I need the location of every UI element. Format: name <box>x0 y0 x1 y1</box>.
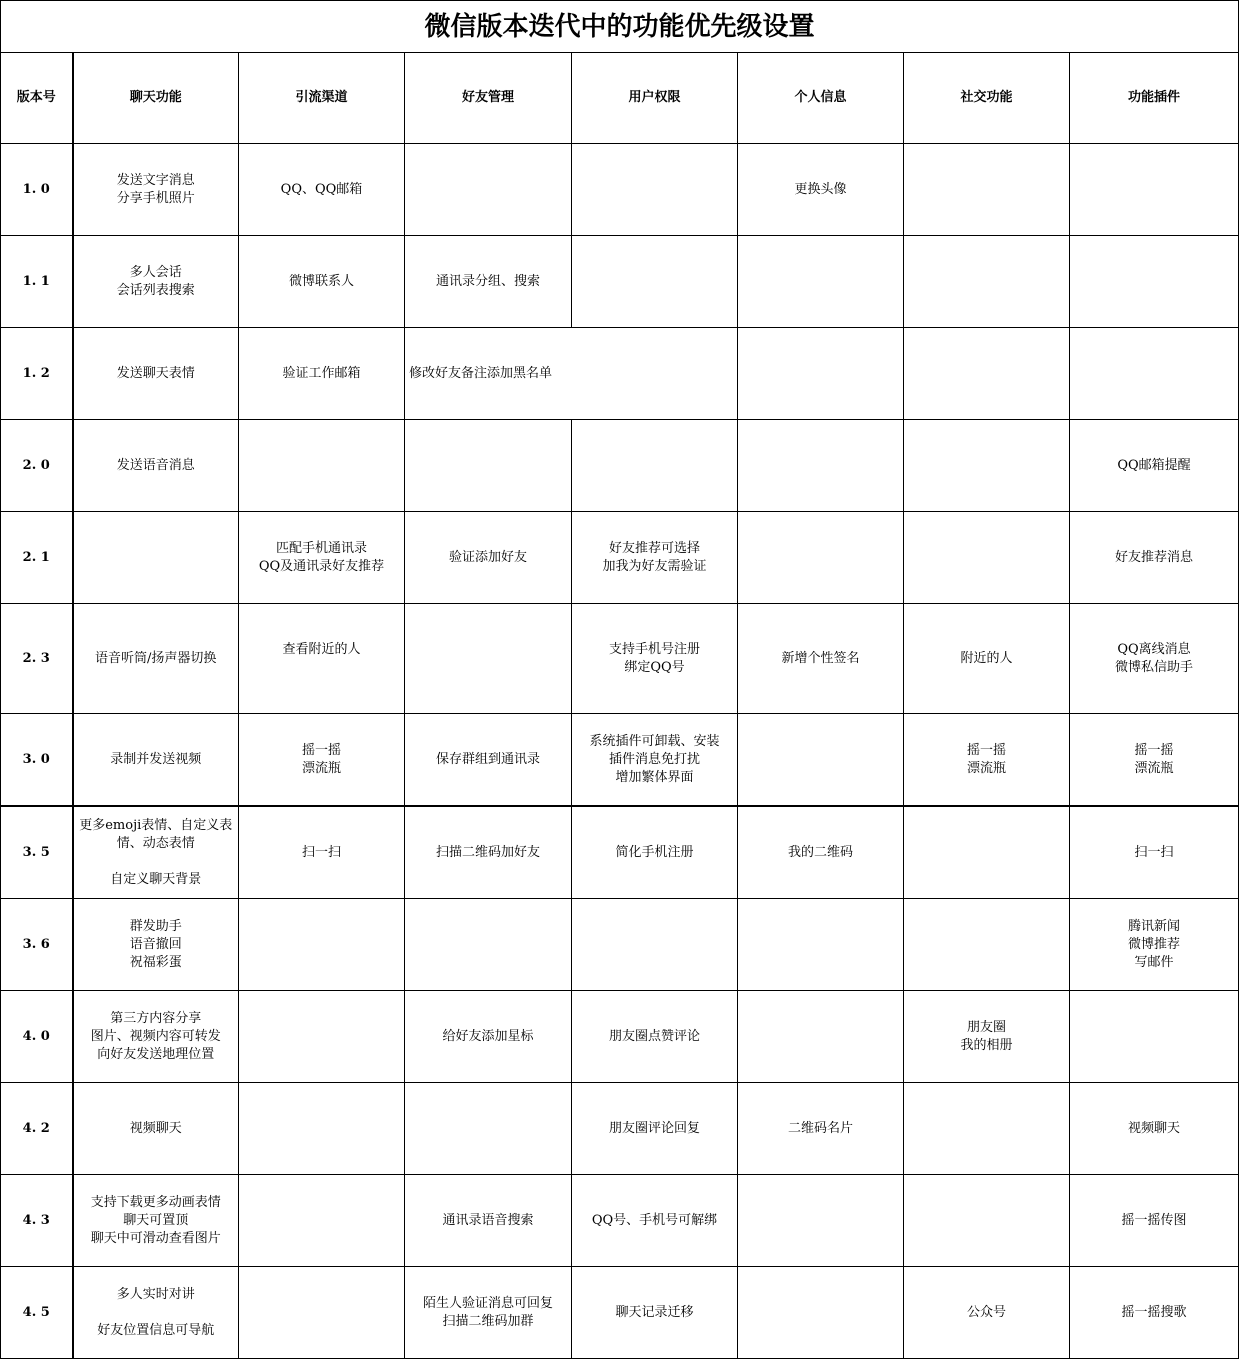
traffic-cell: 扫一扫 <box>239 806 405 899</box>
header-permission: 用户权限 <box>572 53 738 144</box>
chat-cell: 多人会话 会话列表搜索 <box>73 236 239 328</box>
friends-cell: 扫描二维码加好友 <box>405 806 572 899</box>
header-social: 社交功能 <box>904 53 1070 144</box>
chat-cell: 更多emoji表情、自定义表情、动态表情 自定义聊天背景 <box>73 806 239 899</box>
plugins-cell: 好友推荐消息 <box>1070 512 1239 604</box>
traffic-cell: QQ、QQ邮箱 <box>239 144 405 236</box>
permission-cell: 好友推荐可选择 加我为好友需验证 <box>572 512 738 604</box>
plugins-cell: 摇一摇搜歌 <box>1070 1267 1239 1359</box>
version-cell: 2. 0 <box>1 420 73 512</box>
profile-cell: 我的二维码 <box>738 806 904 899</box>
plugins-cell <box>1070 328 1239 420</box>
traffic-cell <box>239 899 405 991</box>
table-row <box>1 144 1239 236</box>
table-row <box>1 236 1239 328</box>
version-cell: 2. 1 <box>1 512 73 604</box>
profile-cell <box>738 1175 904 1267</box>
table-row <box>1 1267 1239 1359</box>
profile-cell <box>738 1267 904 1359</box>
friends-cell <box>405 604 572 714</box>
table-row <box>1 899 1239 991</box>
version-cell: 4. 3 <box>1 1175 73 1267</box>
version-cell: 3. 5 <box>1 806 73 899</box>
header-version: 版本号 <box>1 53 73 144</box>
version-cell: 3. 0 <box>1 714 73 807</box>
traffic-cell <box>239 991 405 1083</box>
traffic-cell: 查看附近的人 <box>239 604 405 714</box>
table-row <box>1 1083 1239 1175</box>
table-row <box>1 991 1239 1083</box>
chat-cell: 第三方内容分享 图片、视频内容可转发 向好友发送地理位置 <box>73 991 239 1083</box>
social-cell <box>904 420 1070 512</box>
version-cell: 1. 2 <box>1 328 73 420</box>
chat-cell: 多人实时对讲 好友位置信息可导航 <box>73 1267 239 1359</box>
social-cell <box>904 899 1070 991</box>
chat-cell: 支持下载更多动画表情 聊天可置顶 聊天中可滑动查看图片 <box>73 1175 239 1267</box>
table-row <box>1 714 1239 807</box>
plugins-cell: 摇一摇 漂流瓶 <box>1070 714 1239 807</box>
permission-cell <box>572 236 738 328</box>
header-plugins: 功能插件 <box>1070 53 1239 144</box>
plugins-cell: 摇一摇传图 <box>1070 1175 1239 1267</box>
traffic-cell: 微博联系人 <box>239 236 405 328</box>
permission-cell: QQ号、手机号可解绑 <box>572 1175 738 1267</box>
social-cell <box>904 512 1070 604</box>
profile-cell <box>738 991 904 1083</box>
permission-cell: 聊天记录迁移 <box>572 1267 738 1359</box>
version-cell: 4. 0 <box>1 991 73 1083</box>
chat-cell: 群发助手 语音撤回 祝福彩蛋 <box>73 899 239 991</box>
friends-cell <box>405 144 572 236</box>
friends-cell: 陌生人验证消息可回复 扫描二维码加群 <box>405 1267 572 1359</box>
profile-cell: 新增个性签名 <box>738 604 904 714</box>
table-row <box>1 806 1239 899</box>
traffic-cell: 验证工作邮箱 <box>239 328 405 420</box>
header-chat: 聊天功能 <box>73 53 239 144</box>
plugins-cell: QQ离线消息 微博私信助手 <box>1070 604 1239 714</box>
version-cell: 3. 6 <box>1 899 73 991</box>
version-cell: 1. 1 <box>1 236 73 328</box>
social-cell: 摇一摇 漂流瓶 <box>904 714 1070 807</box>
profile-cell <box>738 328 904 420</box>
traffic-cell <box>239 1175 405 1267</box>
plugins-cell: QQ邮箱提醒 <box>1070 420 1239 512</box>
permission-cell: 朋友圈评论回复 <box>572 1083 738 1175</box>
friends-cell <box>405 899 572 991</box>
traffic-cell <box>239 1083 405 1175</box>
profile-cell <box>738 236 904 328</box>
friends-cell <box>405 420 572 512</box>
profile-cell: 更换头像 <box>738 144 904 236</box>
version-cell: 4. 2 <box>1 1083 73 1175</box>
chat-cell: 发送文字消息 分享手机照片 <box>73 144 239 236</box>
permission-cell: 支持手机号注册 绑定QQ号 <box>572 604 738 714</box>
profile-cell <box>738 899 904 991</box>
header-friends: 好友管理 <box>405 53 572 144</box>
profile-cell <box>738 714 904 807</box>
chat-cell: 发送语音消息 <box>73 420 239 512</box>
friends-cell: 验证添加好友 <box>405 512 572 604</box>
social-cell <box>904 1175 1070 1267</box>
friends-permission-merged-cell: 修改好友备注添加黑名单 <box>405 328 738 420</box>
friends-cell: 给好友添加星标 <box>405 991 572 1083</box>
friends-cell <box>405 1083 572 1175</box>
social-cell: 公众号 <box>904 1267 1070 1359</box>
table-row <box>1 420 1239 512</box>
chat-cell: 语音听筒/扬声器切换 <box>73 604 239 714</box>
chat-cell: 录制并发送视频 <box>73 714 239 807</box>
social-cell <box>904 806 1070 899</box>
friends-cell: 通讯录语音搜索 <box>405 1175 572 1267</box>
table-row <box>1 328 1239 420</box>
social-cell: 朋友圈 我的相册 <box>904 991 1070 1083</box>
traffic-cell <box>239 420 405 512</box>
profile-cell <box>738 512 904 604</box>
permission-cell <box>572 420 738 512</box>
traffic-cell: 摇一摇 漂流瓶 <box>239 714 405 807</box>
profile-cell: 二维码名片 <box>738 1083 904 1175</box>
table-row <box>1 512 1239 604</box>
social-cell <box>904 328 1070 420</box>
plugins-cell <box>1070 991 1239 1083</box>
permission-cell <box>572 144 738 236</box>
permission-cell: 朋友圈点赞评论 <box>572 991 738 1083</box>
plugins-cell <box>1070 236 1239 328</box>
chat-cell: 发送聊天表情 <box>73 328 239 420</box>
table-row <box>1 1175 1239 1267</box>
version-cell: 4. 5 <box>1 1267 73 1359</box>
profile-cell <box>738 420 904 512</box>
header-row <box>1 53 1239 144</box>
social-cell: 附近的人 <box>904 604 1070 714</box>
header-traffic: 引流渠道 <box>239 53 405 144</box>
plugins-cell: 腾讯新闻 微博推荐 写邮件 <box>1070 899 1239 991</box>
traffic-cell <box>239 1267 405 1359</box>
header-profile: 个人信息 <box>738 53 904 144</box>
plugins-cell: 视频聊天 <box>1070 1083 1239 1175</box>
version-cell: 1. 0 <box>1 144 73 236</box>
friends-cell: 保存群组到通讯录 <box>405 714 572 807</box>
table-row <box>1 604 1239 714</box>
table-title: 微信版本迭代中的功能优先级设置 <box>1 1 1239 53</box>
permission-cell: 简化手机注册 <box>572 806 738 899</box>
permission-cell: 系统插件可卸载、安装 插件消息免打扰 增加繁体界面 <box>572 714 738 807</box>
version-cell: 2. 3 <box>1 604 73 714</box>
permission-cell <box>572 899 738 991</box>
plugins-cell: 扫一扫 <box>1070 806 1239 899</box>
friends-cell: 通讯录分组、搜索 <box>405 236 572 328</box>
traffic-cell: 匹配手机通讯录 QQ及通讯录好友推荐 <box>239 512 405 604</box>
chat-cell <box>73 512 239 604</box>
chat-cell: 视频聊天 <box>73 1083 239 1175</box>
plugins-cell <box>1070 144 1239 236</box>
social-cell <box>904 1083 1070 1175</box>
social-cell <box>904 144 1070 236</box>
social-cell <box>904 236 1070 328</box>
